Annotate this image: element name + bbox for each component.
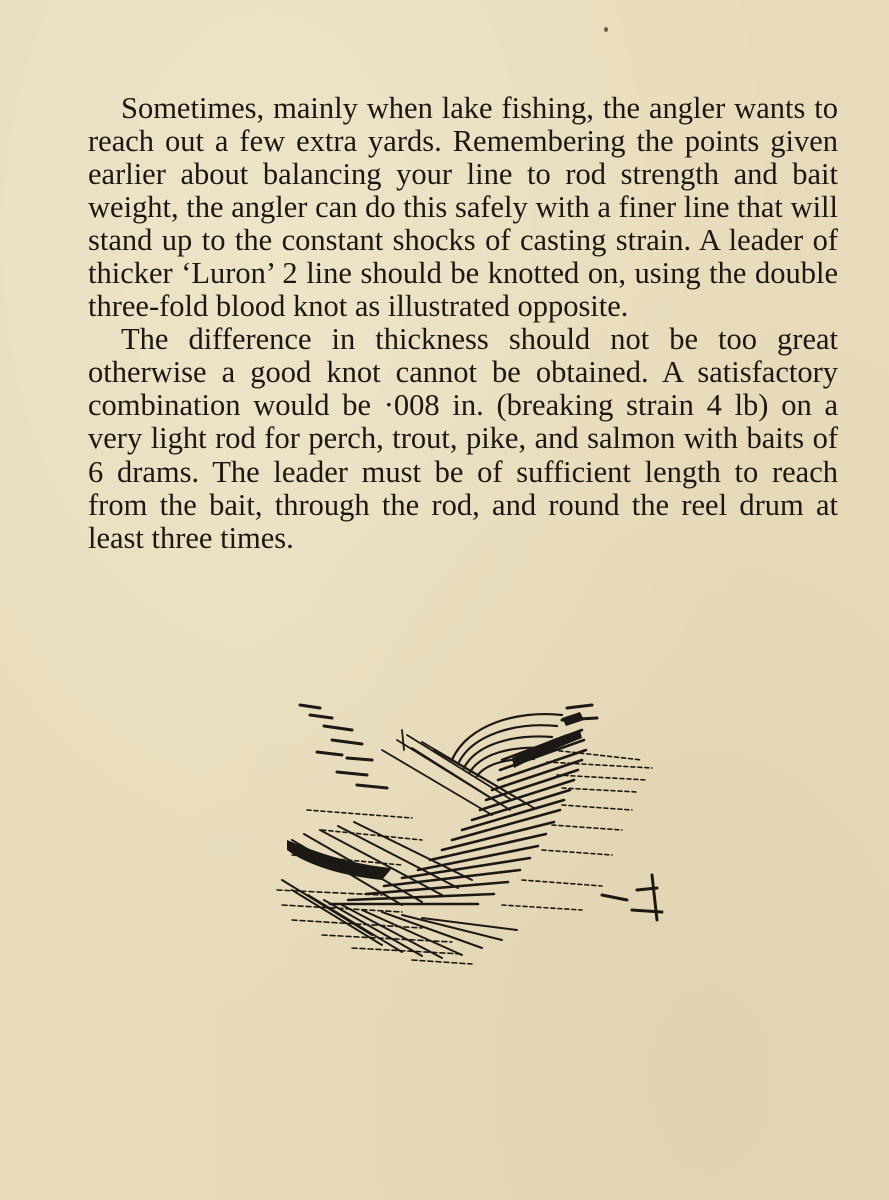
- paper-speck: [604, 27, 608, 32]
- body-text: [88, 92, 838, 555]
- paragraph-1: Sometimes, mainly when lake fishing, the angler wants to reach out a few extra yards. Remembering the points given earlier about balancing your line to rod strength and bait weight, the angler can do this safely with a finer line that will stand up to the constant shocks of casting strain. A leader of thicker ‘Luron’ 2 line should be knotted on, using the double three-fold blood knot as illustrated opposite.: [88, 91, 838, 324]
- fishing-float-ripples-icon: [262, 690, 672, 980]
- paragraph-2: The difference in thickness should not be too great otherwise a good knot cannot be obtained. A satisfactory combination would be ·008 in. (breaking strain 4 lb) on a very light rod for perch, trout, pike, and salmon with baits of 6 drams. The leader must be of sufficient length to reach from the bait, through the rod, and round the reel drum at least three times.: [88, 322, 838, 555]
